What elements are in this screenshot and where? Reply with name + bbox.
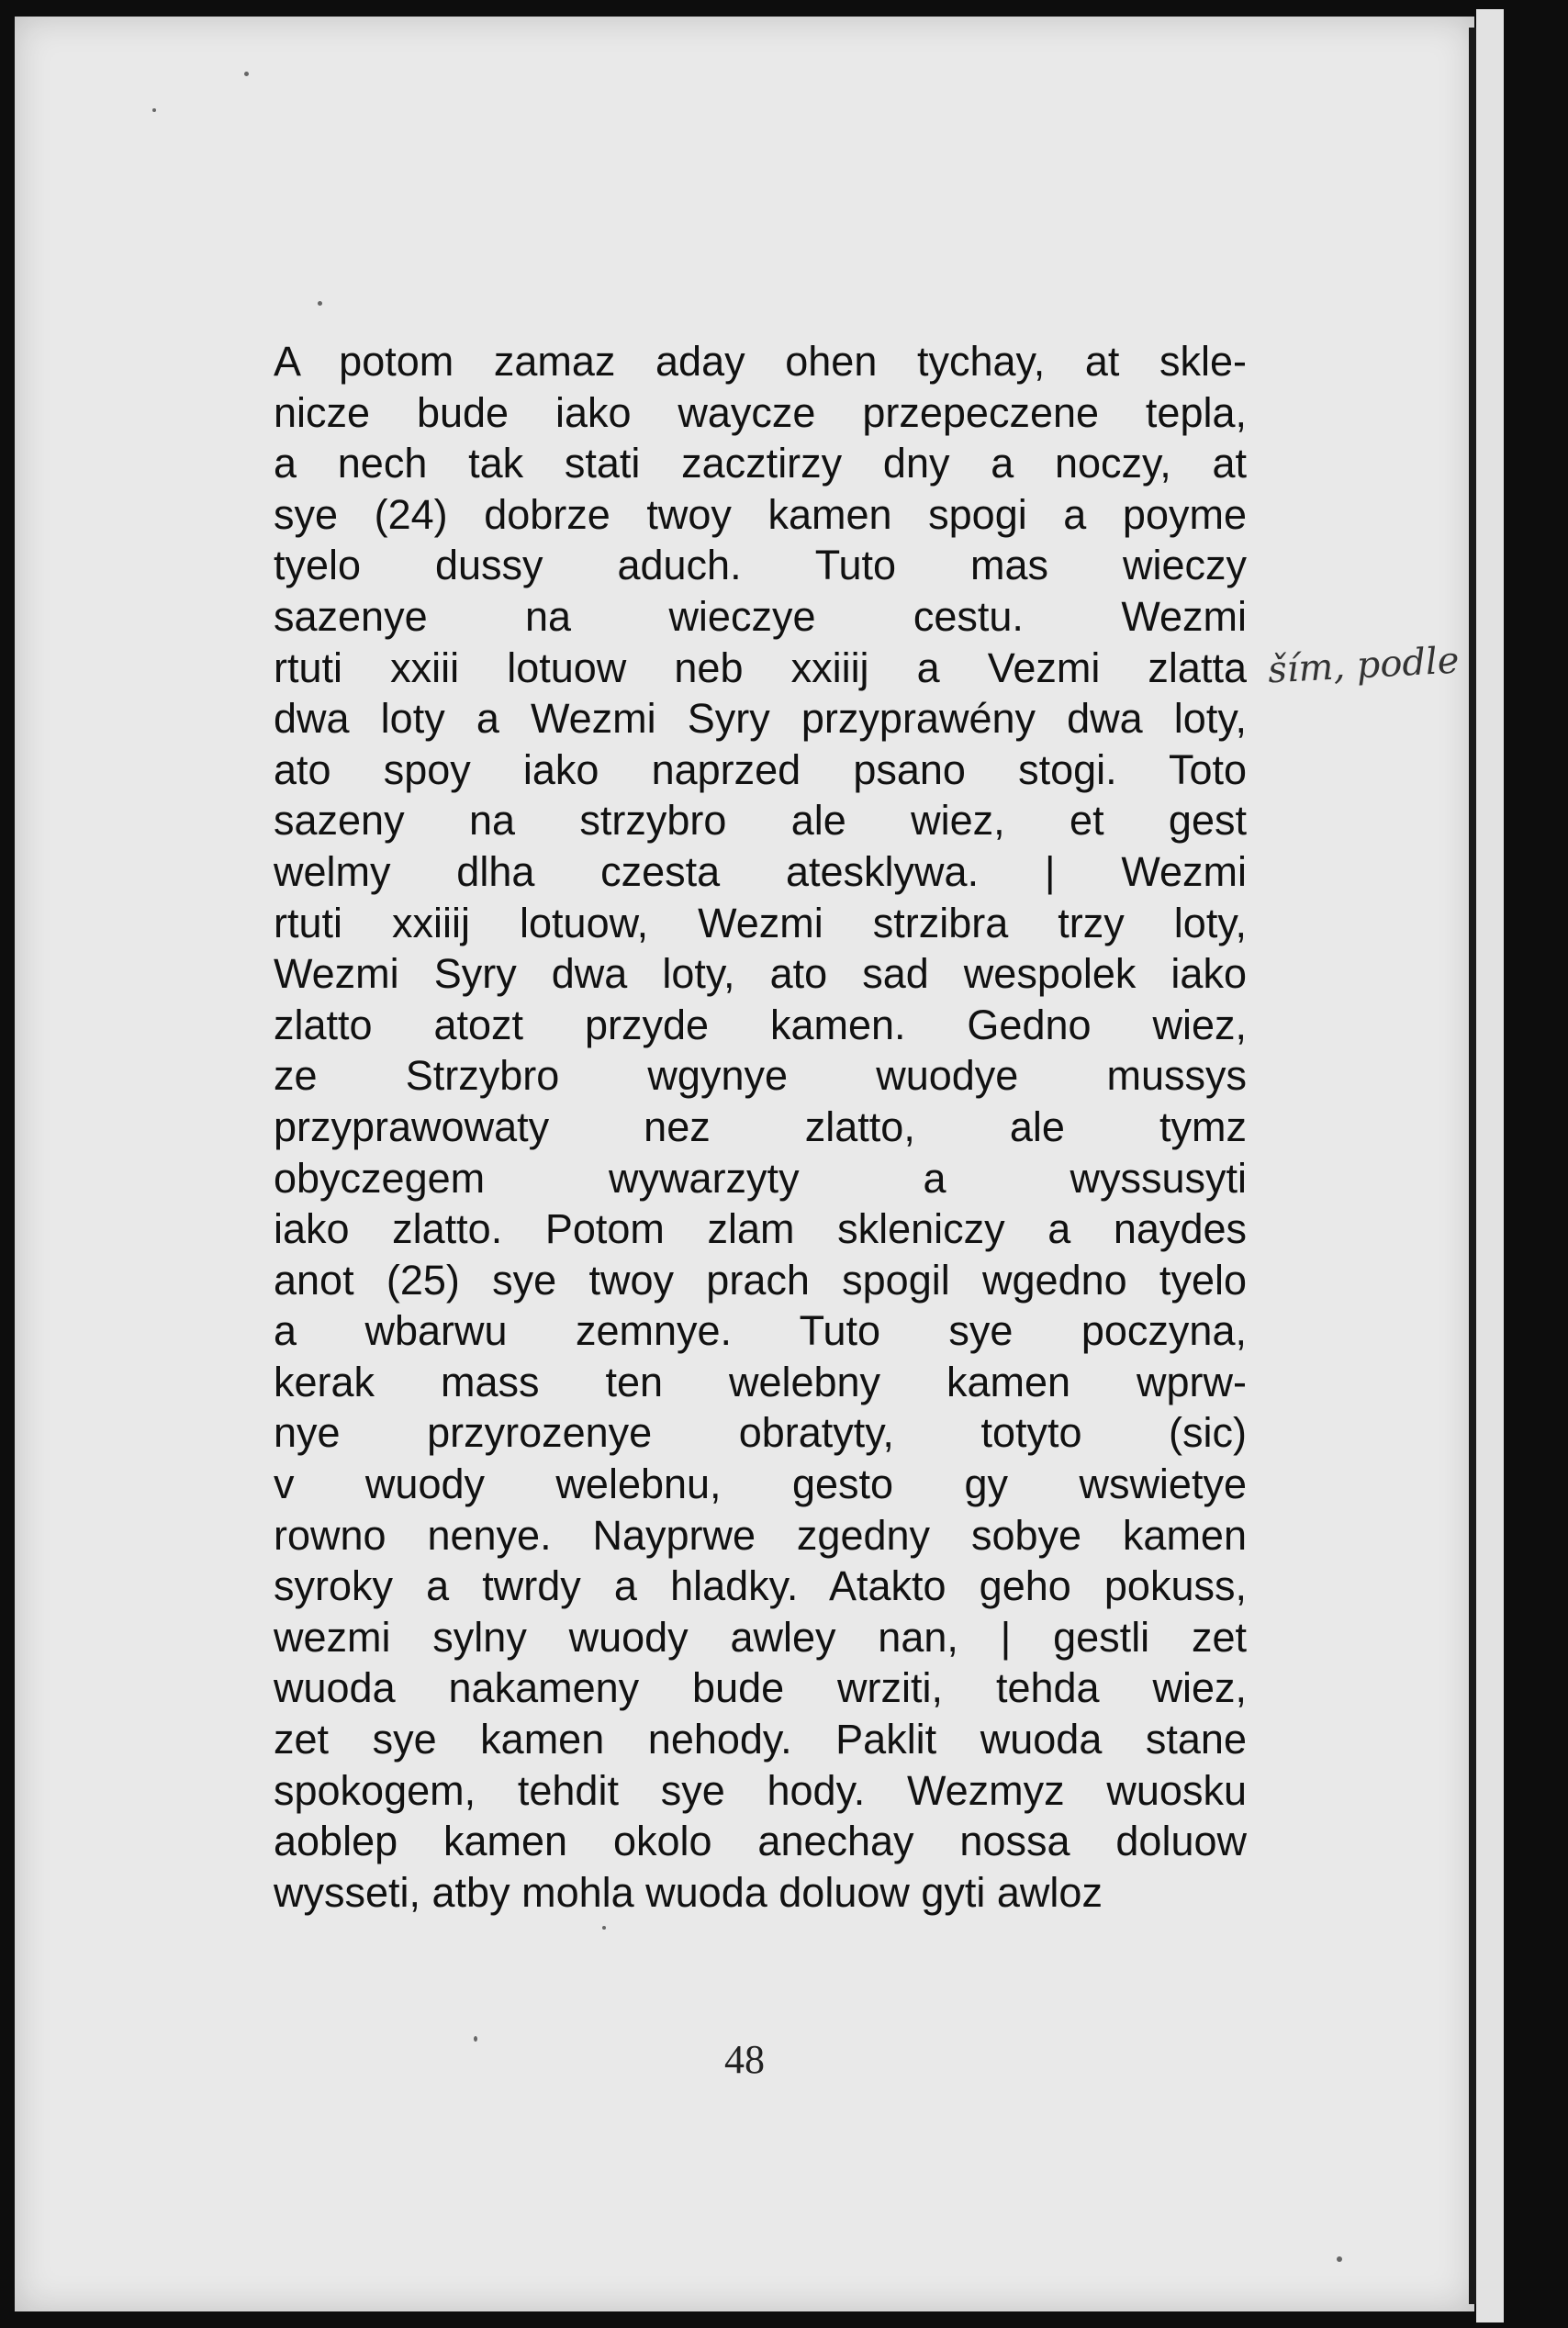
text-line: iako zlatto. Potom zlam skleniczy a naydes bbox=[274, 1205, 1247, 1253]
text-line: sazeny na strzybro ale wiez, et gest bbox=[274, 797, 1247, 845]
text-line: Wezmi Syry dwa loty, ato sad wespolek iako bbox=[274, 950, 1247, 998]
book-page bbox=[15, 17, 1474, 2311]
text-line: a wbarwu zemnye. Tuto sye poczyna, bbox=[274, 1307, 1247, 1355]
text-line: wuoda nakameny bude wrziti, tehda wiez, bbox=[274, 1664, 1247, 1712]
text-line: sye (24) dobrze twoy kamen spogi a poyme bbox=[274, 490, 1247, 538]
text-line: A potom zamaz aday ohen tychay, at skle- bbox=[274, 338, 1247, 385]
text-line: rowno nenye. Nayprwe zgedny sobye kamen bbox=[274, 1511, 1247, 1559]
text-line: wysseti, atby mohla wuoda doluow gyti awloz bbox=[274, 1868, 1103, 1916]
text-line: ze Strzybro wgynye wuodye mussys bbox=[274, 1052, 1247, 1100]
next-page-edge bbox=[1476, 9, 1504, 2322]
text-line: syroky a twrdy a hladky. Atakto geho pokuss, bbox=[274, 1562, 1247, 1610]
text-line: wezmi sylny wuody awley nan, | gestli zet bbox=[274, 1613, 1247, 1661]
text-line: nicze bude iako waycze przepeczene tepla, bbox=[274, 388, 1247, 436]
text-line: v wuody welebnu, gesto gy wswietye bbox=[274, 1461, 1247, 1508]
page-edge-shadow bbox=[1469, 28, 1476, 2304]
text-line: zlatto atozt przyde kamen. Gedno wiez, bbox=[274, 1001, 1247, 1048]
dust-speck bbox=[602, 1926, 606, 1930]
text-line: rtuti xxiii lotuow neb xxiiij a Vezmi zlatta bbox=[274, 644, 1247, 691]
text-line: welmy dlha czesta atesklywa. | Wezmi bbox=[274, 847, 1247, 895]
text-line: nye przyrozenye obratyty, totyto (sic) bbox=[274, 1409, 1247, 1457]
text-line: sazenye na wieczye cestu. Wezmi bbox=[274, 592, 1247, 640]
dust-speck bbox=[474, 2036, 477, 2042]
text-line: kerak mass ten welebny kamen wprw- bbox=[274, 1358, 1247, 1405]
text-line: tyelo dussy aduch. Tuto mas wieczy bbox=[274, 542, 1247, 589]
text-line: a nech tak stati zacztirzy dny a noczy, at bbox=[274, 440, 1247, 487]
dust-speck bbox=[318, 301, 322, 306]
text-line: zet sye kamen nehody. Paklit wuoda stane bbox=[274, 1716, 1247, 1763]
text-line: anot (25) sye twoy prach spogil wgedno tyelo bbox=[274, 1256, 1247, 1304]
dust-speck bbox=[244, 72, 249, 76]
text-line: spokogem, tehdit sye hody. Wezmyz wuosku bbox=[274, 1766, 1247, 1814]
text-line: dwa loty a Wezmi Syry przyprawény dwa loty, bbox=[274, 695, 1247, 743]
dust-speck bbox=[1337, 2256, 1342, 2262]
text-line: ato spoy iako naprzed psano stogi. Toto bbox=[274, 745, 1247, 793]
dust-speck bbox=[152, 108, 156, 112]
text-line: obyczegem wywarzyty a wyssusyti bbox=[274, 1154, 1247, 1202]
page-number: 48 bbox=[724, 2037, 765, 2082]
handwritten-margin-note: ším, podle bbox=[1266, 639, 1461, 692]
text-line: aoblep kamen okolo anechay nossa doluow bbox=[274, 1818, 1247, 1865]
body-text bbox=[274, 336, 1247, 1918]
text-line: rtuti xxiiij lotuow, Wezmi strzibra trzy loty, bbox=[274, 899, 1247, 946]
text-line: przyprawowaty nez zlatto, ale tymz bbox=[274, 1102, 1247, 1150]
